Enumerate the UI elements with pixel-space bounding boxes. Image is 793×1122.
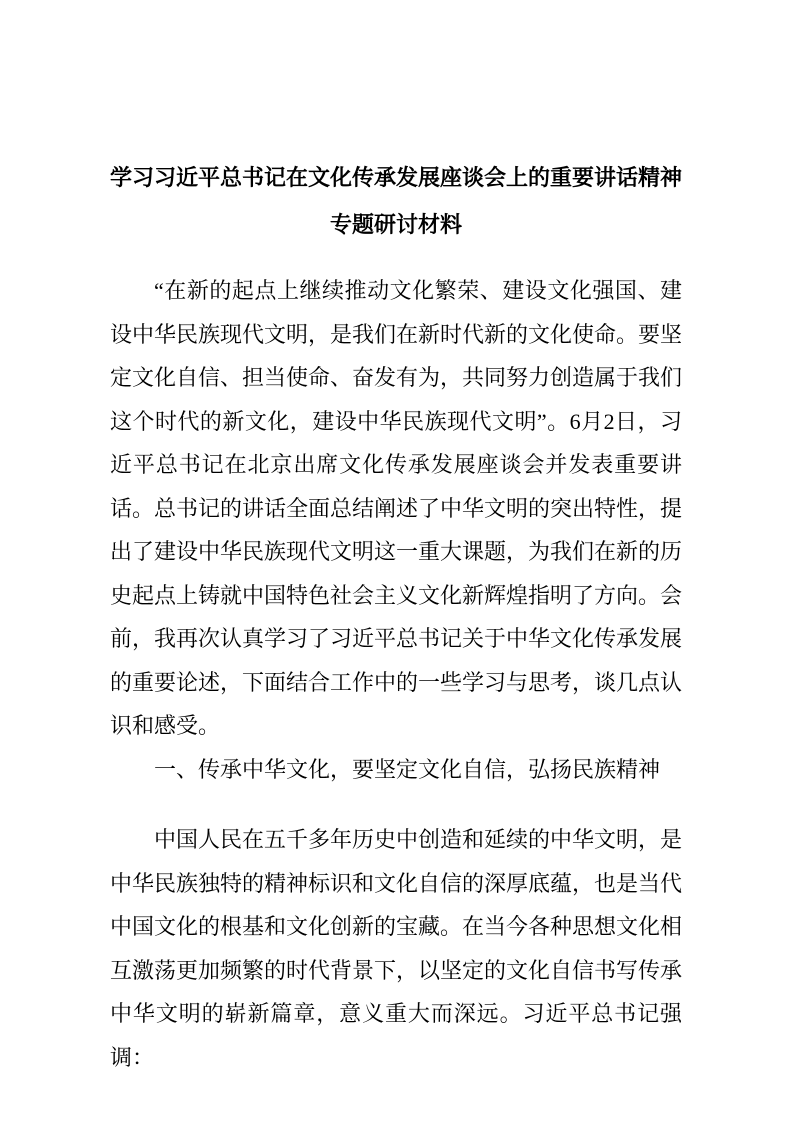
section-heading-1: 一、传承中华文化，要坚定文化自信，弘扬民族精神: [154, 756, 661, 782]
document-title: 学习习近平总书记在文化传承发展座谈会上的重要讲话精神专题研讨材料: [110, 165, 683, 237]
paragraph-section-1: 中国人民在五千多年历史中创造和延续的中华文明，是中华民族独特的精神标识和文化自信的深厚底蕴，也是当代中国文化的根基和文化创新的宝藏。在当今各种思想文化相互激荡更加频繁的时代背景下，以坚定的文化自信书写传承中华文明的崭新篇章，意义重大而深远。习近平总书记强调：: [110, 827, 683, 1070]
paragraph-intro: “在新的起点上继续推动文化繁荣、建设文化强国、建设中华民族现代文明，是我们在新时代新的文化使命。要坚定文化自信、担当使命、奋发有为，共同努力创造属于我们这个时代的新文化，建设中华民族现代文明”。6月2日，习近平总书记在北京出席文化传承发展座谈会并发表重要讲话。总书记的讲话全面总结阐述了中华文明的突出特性，提出了建设中华民族现代文明这一重大课题，为我们在新的历史起点上铸就中国特色社会主义文化新辉煌指明了方向。会前，我再次认真学习了习近平总书记关于中华文化传承发展的重要论述，下面结合工作中的一些学习与思考，谈几点认识和感受。: [110, 278, 683, 738]
